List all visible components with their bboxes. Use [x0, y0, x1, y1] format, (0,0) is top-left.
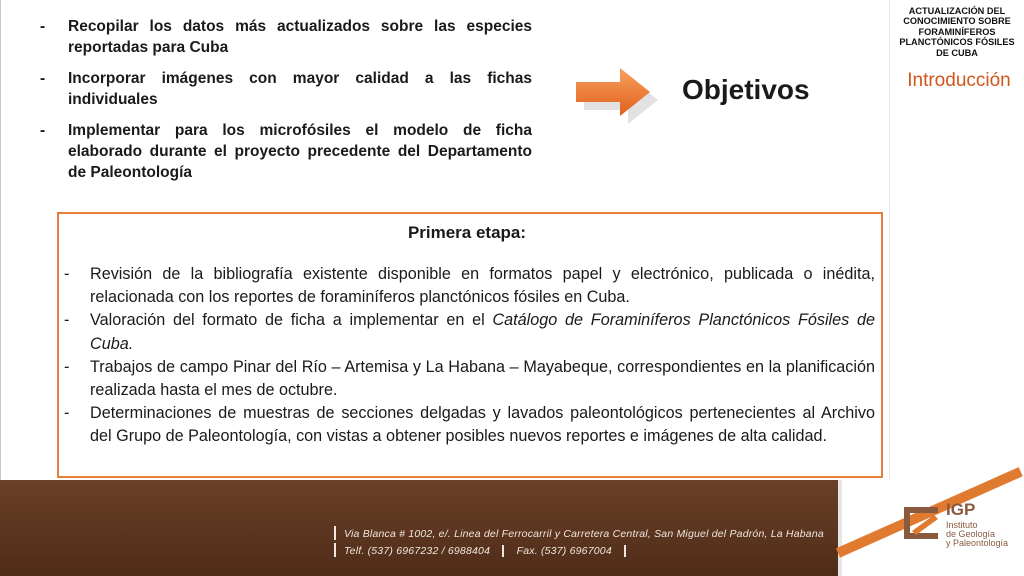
igp-logo-icon: [904, 503, 944, 543]
objectives-heading: Objetivos: [682, 74, 810, 105]
bullet-dash: -: [64, 265, 70, 283]
stage-title: Primera etapa:: [407, 223, 527, 242]
objective-item: [40, 16, 532, 58]
footer-separator: [624, 545, 626, 557]
stage-task-list: [64, 263, 875, 449]
footer-separator: [334, 543, 336, 557]
stage-task-item: [64, 356, 875, 402]
catalog-title: Catálogo de Foraminíferos Planctónicos Fósiles de Cuba.: [90, 311, 875, 353]
footer-separator: [334, 526, 336, 540]
stage-task-text-prefix: Valoración del formato de ficha a implementar en el: [90, 311, 493, 330]
objective-text: Recopilar los datos más actualizados sobre las especies reportadas para Cuba: [68, 18, 532, 56]
objective-item: [40, 120, 532, 183]
first-stage-box: [57, 212, 883, 478]
section-label: Introducción: [907, 70, 1011, 91]
stage-task-text: Trabajos de campo Pinar del Río – Artemisa y La Habana – Mayabeque, correspondientes en la planificación realizada hasta el mes de octubre.: [90, 357, 875, 400]
objective-item: [40, 68, 532, 110]
footer-address: Via Blanca # 1002, e/. Linea del Ferrocarril y Carretera Central, San Miguel del Padrón, La Habana: [344, 528, 824, 540]
bullet-dash: -: [64, 357, 70, 376]
bullet-dash: -: [64, 404, 70, 423]
footer-contact: [344, 545, 626, 557]
stage-task-text: [90, 309, 875, 355]
project-title: ACTUALIZACIÓN DEL CONOCIMIENTO SOBRE FORAMINÍFEROS PLANCTÓNICOS FÓSILES DE CUBA: [899, 6, 1015, 58]
stage-task-text: Revisión de la bibliografía existente disponible en formatos papel y electrónico, publicada o inédita, relacionada con los reportes de foraminíferos planctónicos fósiles en Cuba.: [90, 265, 875, 307]
objective-text: Incorporar imágenes con mayor calidad a las fichas individuales: [68, 70, 532, 108]
bullet-dash: -: [40, 122, 46, 139]
logo-subtitle-line: Instituto: [946, 520, 978, 530]
stage-task-item: [64, 263, 875, 309]
stage-task-item: [64, 309, 875, 355]
slide-left-border: [0, 0, 1, 480]
bullet-dash: -: [40, 70, 46, 87]
footer-phone: Telf. (537) 6967232 / 6988404: [344, 545, 491, 557]
logo-name: IGP: [946, 500, 976, 519]
logo-subtitle-line: y Paleontología: [946, 538, 1009, 548]
logo-subtitle: [946, 521, 1008, 548]
objectives-list: [40, 16, 532, 193]
stage-task-item: [64, 402, 875, 448]
bullet-dash: -: [40, 18, 46, 35]
objective-text: Implementar para los microfósiles el modelo de ficha elaborado durante el proyecto precedente del Departamento de Paleontología: [68, 122, 532, 181]
footer-separator: [502, 545, 504, 557]
right-arrow-icon: [574, 66, 664, 126]
footer-fax: Fax. (537) 6967004: [516, 545, 612, 557]
stage-task-text: Determinaciones de muestras de secciones delgadas y lavados paleontológicos pertenecientes al Archivo del Grupo de Paleontología, con vistas a obtener posibles nuevos reportes e imágenes de alta calidad.: [90, 404, 875, 446]
bullet-dash: -: [64, 311, 70, 330]
logo-subtitle-line: de Geología: [946, 529, 996, 539]
